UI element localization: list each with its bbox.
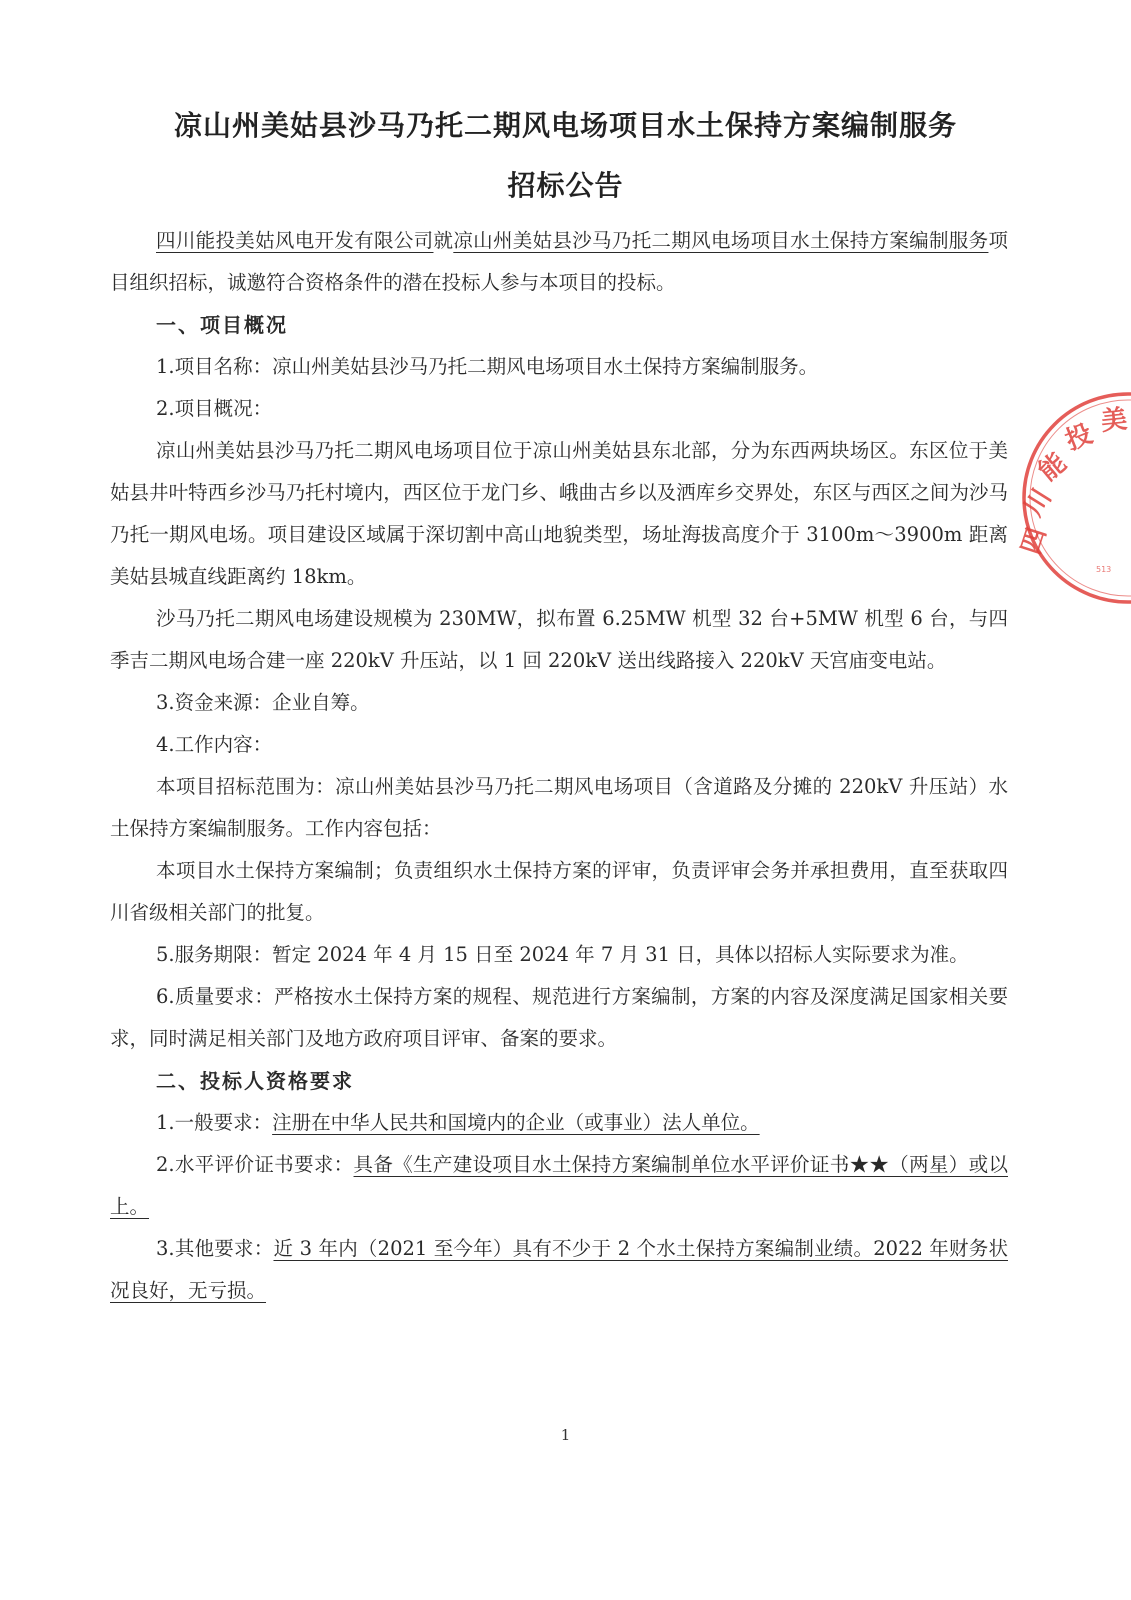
svg-text:美: 美: [1099, 404, 1129, 437]
document-body: [110, 220, 1008, 1312]
bidder-company: 四川能投美姑风电开发有限公司: [156, 229, 434, 252]
section-heading-qualification: 二、投标人资格要求: [156, 1069, 354, 1093]
document-title: 凉山州美姑县沙马乃托二期风电场项目水土保持方案编制服务: [173, 109, 957, 142]
item-project-name: 1.项目名称：凉山州美姑县沙马乃托二期风电场项目水土保持方案编制服务。: [156, 355, 819, 378]
document-subtitle: 招标公告: [507, 169, 624, 202]
svg-text:四: 四: [1016, 524, 1053, 559]
item-funding: 3.资金来源：企业自筹。: [156, 691, 370, 714]
section-heading-overview: 一、项目概况: [156, 313, 288, 337]
item-work-label: 4.工作内容：: [156, 733, 273, 756]
overview-paragraph-1: 凉山州美姑县沙马乃托二期风电场项目位于凉山州美姑县东北部，分为东西两块场区。东区位于美姑县井叶特西乡沙马乃托村境内，西区位于龙门乡、峨曲古乡以及洒库乡交界处，东区与西区之间为沙马乃托一期风电场。项目建设区域属于深切割中高山地貌类型，场址海拔高度介于 3100m～3900m 距离美姑县城直线距离约 18km。: [110, 439, 1008, 588]
work-paragraph-1: 本项目招标范围为：凉山州美姑县沙马乃托二期风电场项目（含道路及分摊的 220kV 升压站）水土保持方案编制服务。工作内容包括：: [110, 775, 1008, 840]
requirement-certificate: 2.水平评价证书要求：具备《生产建设项目水土保持方案编制单位水平评价证书★★（两星）或以上。: [110, 1153, 1008, 1218]
svg-text:能: 能: [1033, 447, 1073, 488]
item-quality: 6.质量要求：严格按水土保持方案的规程、规范进行方案编制，方案的内容及深度满足国家相关要求，同时满足相关部门及地方政府项目评审、备案的要求。: [110, 985, 1008, 1050]
seal-icon: [1010, 386, 1131, 616]
company-seal: [1010, 386, 1131, 616]
intro-paragraph: 四川能投美姑风电开发有限公司就凉山州美姑县沙马乃托二期风电场项目水土保持方案编制服务项目组织招标，诚邀符合资格条件的潜在投标人参与本项目的投标。: [110, 229, 1008, 294]
work-paragraph-2: 本项目水土保持方案编制；负责组织水土保持方案的评审，负责评审会务并承担费用，直至获取四川省级相关部门的批复。: [110, 859, 1008, 924]
svg-text:投: 投: [1061, 418, 1097, 457]
page-number: 1: [560, 1426, 571, 1444]
requirement-other: 3.其他要求：近 3 年内（2021 至今年）具有不少于 2 个水土保持方案编制业绩。2022 年财务状况良好，无亏损。: [110, 1237, 1008, 1302]
project-name: 凉山州美姑县沙马乃托二期风电场项目水土保持方案编制服务: [453, 229, 989, 252]
svg-text:513: 513: [1096, 565, 1112, 574]
requirement-general: 1.一般要求：注册在中华人民共和国境内的企业（或事业）法人单位。: [156, 1111, 760, 1134]
overview-paragraph-2: 沙马乃托二期风电场建设规模为 230MW，拟布置 6.25MW 机型 32 台+5MW 机型 6 台，与四季吉二期风电场合建一座 220kV 升压站，以 1 回 220kV 送出线路接入 220kV 天宫庙变电站。: [110, 607, 1008, 672]
item-overview-label: 2.项目概况：: [156, 397, 273, 420]
item-service-period: 5.服务期限：暂定 2024 年 4 月 15 日至 2024 年 7 月 31 日，具体以招标人实际要求为准。: [156, 943, 969, 966]
svg-text:川: 川: [1018, 483, 1058, 522]
